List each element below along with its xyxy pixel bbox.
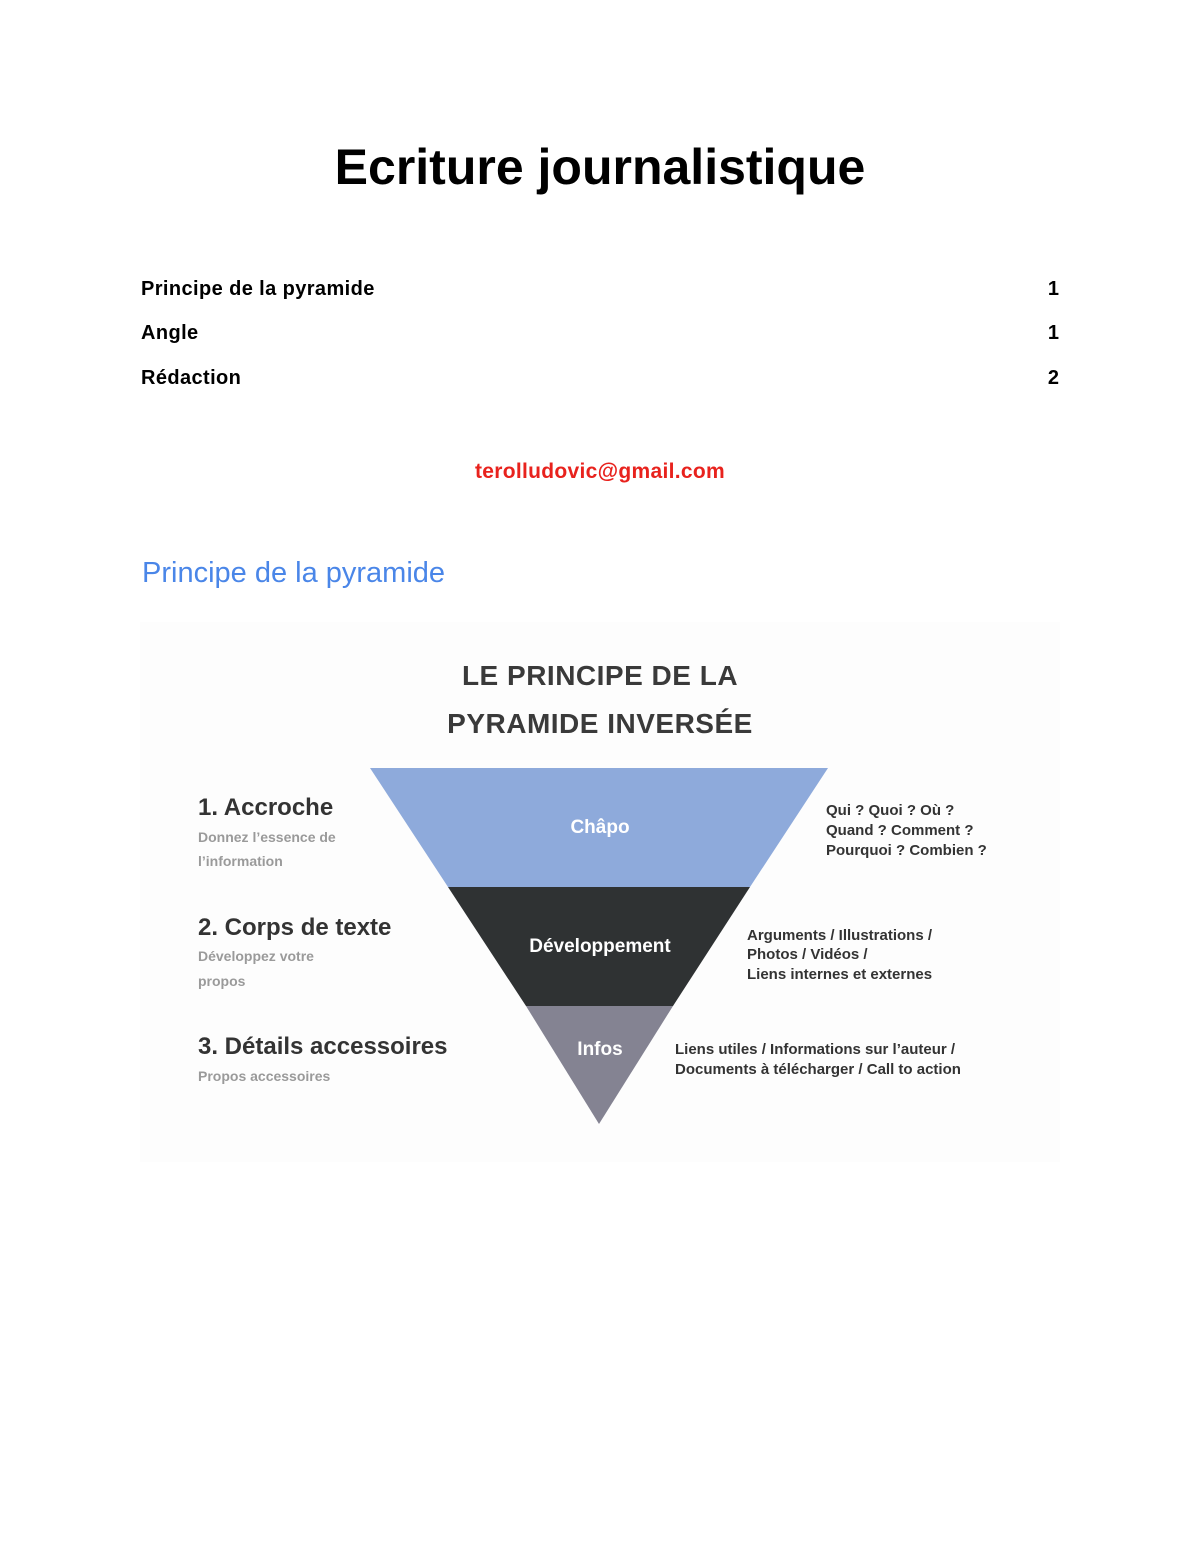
level-desc: l’information [198,853,283,869]
level-detail: Pourquoi ? Combien ? [826,842,987,859]
toc-entry[interactable] [141,367,1059,397]
toc-entry-page: 1 [1047,322,1059,344]
level-desc: propos [198,973,246,989]
level-detail: Qui ? Quoi ? Où ? [826,802,955,819]
band-label-developpement: Développement [529,936,671,957]
level-detail: Liens utiles / Informations sur l’auteur / [675,1041,956,1058]
level-heading-corps-de-texte: 2. Corps de texte [198,914,392,941]
author-email-link[interactable]: terolludovic@gmail.com [475,460,725,483]
level-detail: Documents à télécharger / Call to action [675,1061,961,1078]
toc-entry-label: Principe de la pyramide [141,278,375,300]
band-label-chapo: Châpo [570,817,630,838]
pyramid-band-infos [526,1006,673,1124]
level-heading-accroche: 1. Accroche [198,794,334,821]
level-detail: Quand ? Comment ? [826,822,974,839]
level-detail: Liens internes et externes [747,966,933,983]
band-label-infos: Infos [577,1039,623,1060]
level-detail: Arguments / Illustrations / [747,927,933,944]
toc-entry-page: 1 [1047,278,1059,300]
document-title: Ecriture journalistique [334,139,866,195]
figure-title-line-1: LE PRINCIPE DE LA [461,660,739,691]
level-desc: Donnez l’essence de [198,829,336,845]
inverted-pyramid-figure [140,622,1060,1162]
level-heading-details-accessoires: 3. Détails accessoires [198,1033,448,1060]
level-desc: Propos accessoires [198,1068,331,1084]
figure-title-line-2: PYRAMIDE INVERSÉE [447,708,753,739]
toc-entry-label: Angle [141,322,199,344]
level-desc: Développez votre [198,948,314,964]
section-heading: Principe de la pyramide [142,557,446,589]
toc-entry-page: 2 [1047,367,1059,389]
toc-entry[interactable] [141,322,1059,352]
level-detail: Photos / Vidéos / [747,946,868,963]
toc-entry-label: Rédaction [141,367,242,389]
toc-entry[interactable] [141,278,1059,308]
